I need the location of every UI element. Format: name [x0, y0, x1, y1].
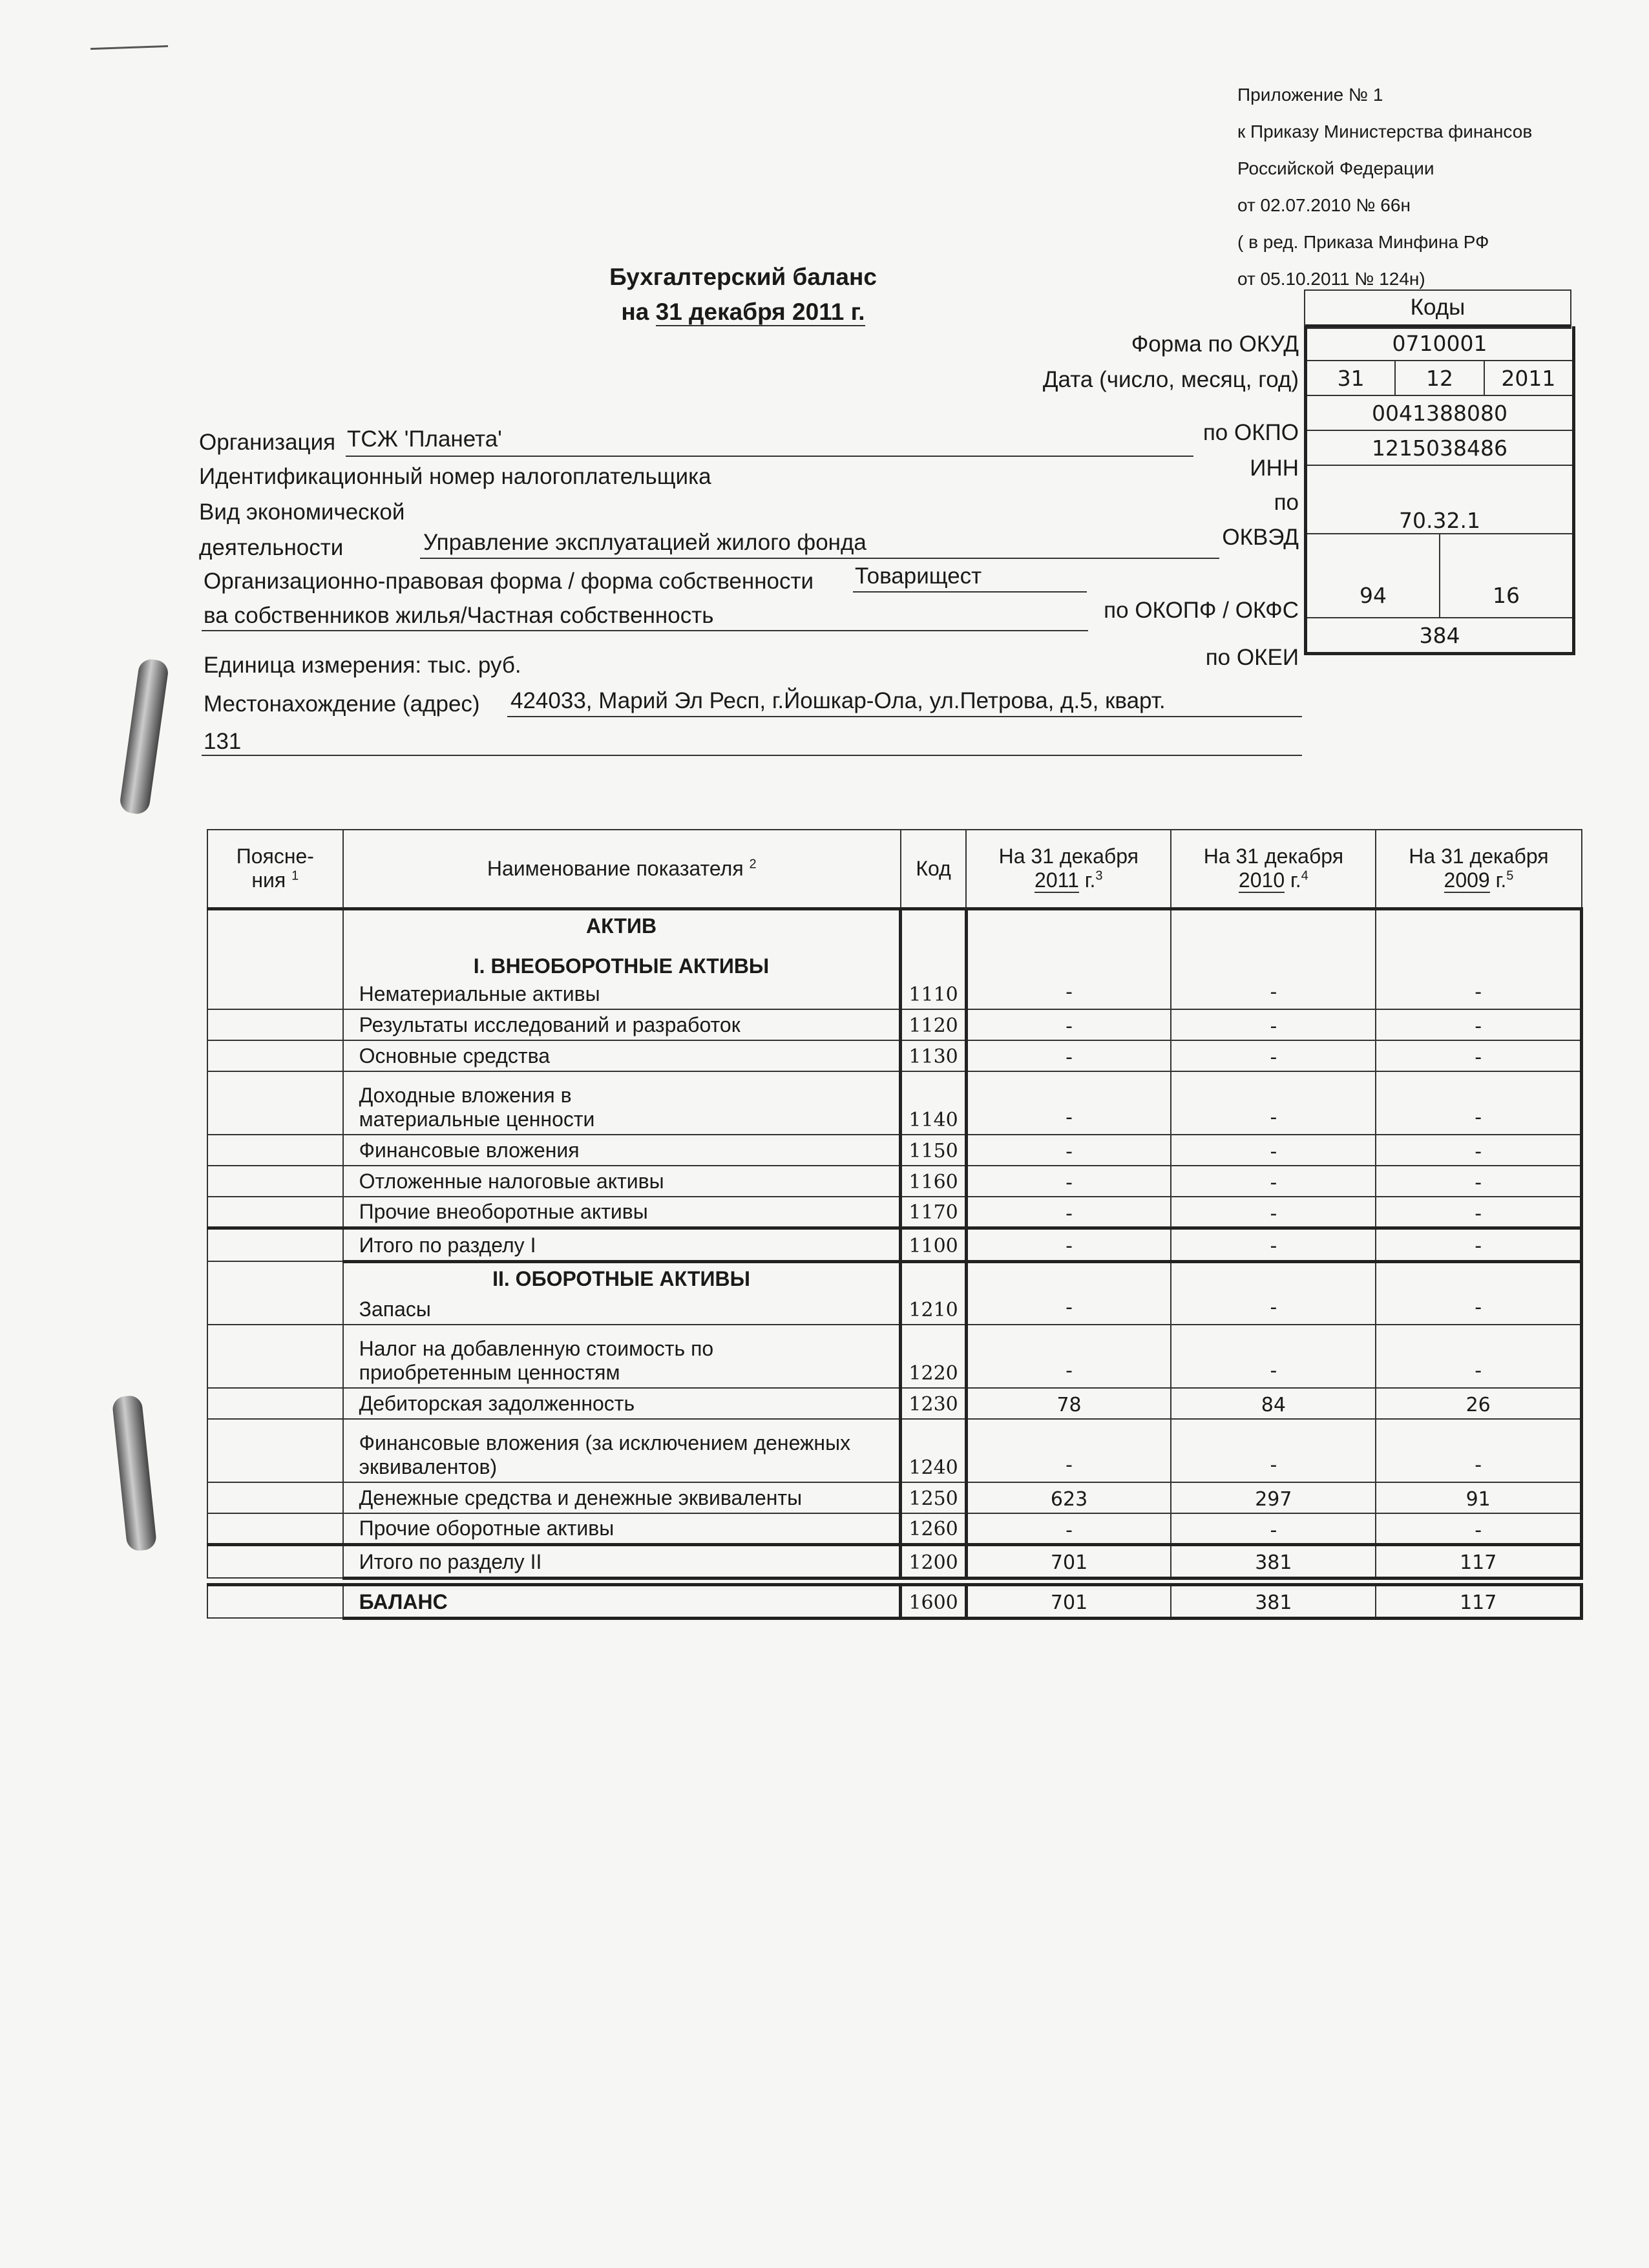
- row-value-2011: -: [966, 908, 1171, 1009]
- table-row: [207, 1325, 1582, 1388]
- row-name: Доходные вложения в материальные ценности: [343, 1071, 901, 1135]
- header-notes-text: Поясне- ния: [236, 845, 314, 892]
- row-value-2009: 26: [1376, 1388, 1581, 1419]
- okpo-value: 0041388080: [1372, 400, 1507, 426]
- row-code: 1230: [901, 1388, 966, 1419]
- codes-box: [1304, 289, 1571, 329]
- table-row: [207, 1482, 1582, 1513]
- row-code: 1120: [901, 1009, 966, 1040]
- row-name: Прочие внеоборотные активы: [343, 1197, 901, 1228]
- okopf-value: 94: [1360, 582, 1387, 608]
- total-1-label: Итого по разделу I: [359, 1233, 536, 1257]
- header-col3-sup: 5: [1506, 868, 1514, 883]
- date-day: 31: [1337, 365, 1365, 391]
- row-value-2011: -: [966, 1040, 1171, 1071]
- notes-cell: [207, 1228, 343, 1261]
- notes-cell: [207, 1197, 343, 1228]
- row-value-2009: 91: [1376, 1482, 1581, 1513]
- okopf-cell: [1307, 534, 1572, 618]
- row-value-2010: -: [1171, 1009, 1376, 1040]
- document-title: Бухгалтерский баланс: [609, 264, 877, 290]
- okpo-label: по ОКПО: [1203, 420, 1299, 445]
- row-value-2010: -: [1171, 1040, 1376, 1071]
- header-col1-top: На 31 декабря: [998, 845, 1139, 868]
- legal-value-1: Товарищест: [855, 563, 982, 589]
- total-2-value-2010: 381: [1171, 1544, 1376, 1578]
- legal-underline-2: [202, 630, 1088, 631]
- legal-value-2: ва собственников жилья/Частная собственность: [204, 603, 714, 628]
- row-value-2011: -: [966, 1166, 1171, 1197]
- row-value-2009: -: [1376, 1419, 1581, 1482]
- row-value-2011: -: [966, 1135, 1171, 1166]
- inn-value: 1215038486: [1372, 435, 1507, 461]
- okved-label-1: по: [1274, 490, 1299, 515]
- row-code: 1220: [901, 1325, 966, 1388]
- section-2-heading: II. ОБОРОТНЫЕ АКТИВЫ: [343, 1261, 901, 1294]
- total-2-value-2009: 117: [1376, 1544, 1581, 1578]
- codes-body: [1304, 326, 1575, 655]
- balance-value-2011: 701: [966, 1584, 1171, 1618]
- row-name: Прочие оборотные активы: [343, 1513, 901, 1544]
- okfs-value: 16: [1439, 534, 1572, 617]
- spacer-cell: [207, 1578, 1582, 1584]
- row-code: 1110: [901, 908, 966, 1009]
- notes-cell: [207, 1544, 343, 1578]
- document-date: [0, 299, 1486, 326]
- row-value-2010: -: [1171, 1135, 1376, 1166]
- row-value-2010: 297: [1171, 1482, 1376, 1513]
- appendix-line: Российской Федерации: [1237, 158, 1434, 178]
- title-date: 31 декабря 2011 г.: [655, 299, 865, 325]
- header-col2-top: На 31 декабря: [1203, 845, 1344, 868]
- row-name: Денежные средства и денежные эквиваленты: [343, 1482, 901, 1513]
- row-name: Основные средства: [343, 1040, 901, 1071]
- inn-text: Идентификационный номер налогоплательщика: [199, 464, 711, 489]
- codes-header: Коды: [1305, 291, 1570, 328]
- notes-cell: [207, 1482, 343, 1513]
- header-name: [343, 830, 901, 908]
- notes-cell: [207, 1009, 343, 1040]
- binder-ring-bottom: [112, 1394, 158, 1551]
- row-value-2011: -: [966, 1261, 1171, 1325]
- row-value-2009: -: [1376, 1513, 1581, 1544]
- inn-label: ИНН: [1250, 456, 1299, 481]
- table-row: [207, 1513, 1582, 1544]
- balance-row: [207, 1584, 1582, 1618]
- total-1-value-2009: -: [1376, 1228, 1581, 1261]
- row-name: Дебиторская задолженность: [343, 1388, 901, 1419]
- activity-value: Управление эксплуатацией жилого фонда: [423, 530, 867, 555]
- row-name: Результаты исследований и разработок: [343, 1009, 901, 1040]
- row-value-2009: -: [1376, 1135, 1581, 1166]
- notes-cell: [207, 1071, 343, 1135]
- table-row: [207, 1009, 1582, 1040]
- row-value-2010: -: [1171, 1071, 1376, 1135]
- scan-mark: [90, 45, 168, 50]
- total-1-value-2010: -: [1171, 1228, 1376, 1261]
- notes-cell: [207, 1584, 343, 1618]
- date-cell: [1307, 361, 1572, 396]
- okud-cell: [1307, 326, 1572, 361]
- okei-value: 384: [1419, 622, 1460, 648]
- table-row: [207, 1040, 1582, 1071]
- row-value-2010: -: [1171, 908, 1376, 1009]
- aktiv-row: [207, 908, 1582, 941]
- header-col1-year: 2011: [1035, 868, 1079, 892]
- table-row: [207, 1071, 1582, 1135]
- aktiv-heading: АКТИВ: [343, 908, 901, 941]
- notes-cell: [207, 1261, 343, 1325]
- appendix-line: от 02.07.2010 № 66н: [1237, 195, 1411, 215]
- appendix-line: от 05.10.2011 № 124н): [1237, 269, 1425, 289]
- row-name: Налог на добавленную стоимость по приобретенным ценностям: [343, 1325, 901, 1388]
- row-code: 1210: [901, 1261, 966, 1325]
- appendix-line: ( в ред. Приказа Минфина РФ: [1237, 232, 1489, 252]
- section-1-heading: I. ВНЕОБОРОТНЫЕ АКТИВЫ: [343, 941, 901, 978]
- header-col1-sup: 3: [1095, 868, 1103, 883]
- title-prefix: на: [621, 299, 649, 325]
- table-row: [207, 1388, 1582, 1419]
- row-value-2011: -: [966, 1071, 1171, 1135]
- row-value-2011: -: [966, 1419, 1171, 1482]
- balance-code: 1600: [901, 1584, 966, 1618]
- okei-label: по ОКЕИ: [1205, 645, 1299, 670]
- total-2-value-2011: 701: [966, 1544, 1171, 1578]
- table-header-row: [207, 830, 1582, 908]
- okud-value: 0710001: [1392, 330, 1487, 356]
- header-col3-top: На 31 декабря: [1409, 845, 1549, 868]
- header-col2-suffix: г.: [1285, 868, 1301, 892]
- row-value-2010: -: [1171, 1261, 1376, 1325]
- row-name: Запасы: [343, 1294, 901, 1325]
- header-col2-bottom: [1178, 868, 1369, 892]
- table-row: [207, 1166, 1582, 1197]
- appendix-line: Приложение № 1: [1237, 85, 1383, 105]
- table-row: [207, 1419, 1582, 1482]
- row-code: 1130: [901, 1040, 966, 1071]
- row-code: 1150: [901, 1135, 966, 1166]
- spacer-row: [207, 1578, 1582, 1584]
- row-value-2009: -: [1376, 1325, 1581, 1388]
- org-underline: [346, 456, 1193, 457]
- notes-cell: [207, 1388, 343, 1419]
- notes-cell: [207, 1419, 343, 1482]
- row-value-2009: -: [1376, 1197, 1581, 1228]
- row-value-2010: -: [1171, 1166, 1376, 1197]
- balance-name: БАЛАНС: [343, 1584, 901, 1618]
- header-col3: [1376, 830, 1581, 908]
- balance-value-2010: 381: [1171, 1584, 1376, 1618]
- header-name-text: Наименование показателя: [487, 856, 744, 880]
- row-code: 1240: [901, 1419, 966, 1482]
- address-line-2: 131: [204, 729, 242, 754]
- address-underline-1: [507, 716, 1302, 717]
- row-value-2009: -: [1376, 1071, 1581, 1135]
- appendix-line: к Приказу Министерства финансов: [1237, 121, 1533, 142]
- row-code: 1170: [901, 1197, 966, 1228]
- header-col2-sup: 4: [1301, 868, 1308, 883]
- row-value-2009: -: [1376, 1261, 1581, 1325]
- activity-label-2: деятельности: [199, 535, 344, 560]
- okved-value: 70.32.1: [1399, 508, 1480, 533]
- inn-cell: [1307, 431, 1572, 466]
- row-code: 1250: [901, 1482, 966, 1513]
- row-code: 1160: [901, 1166, 966, 1197]
- header-code: Код: [901, 830, 966, 908]
- notes-cell: [207, 908, 343, 1009]
- header-col3-suffix: г.: [1489, 868, 1507, 892]
- row-code: 1260: [901, 1513, 966, 1544]
- date-month: 12: [1394, 361, 1483, 395]
- date-label: Дата (число, месяц, год): [1042, 367, 1299, 392]
- binder-ring-top: [119, 658, 170, 815]
- header-col1-bottom: [973, 868, 1164, 892]
- org-name: ТСЖ 'Планета': [347, 426, 502, 452]
- row-value-2011: -: [966, 1009, 1171, 1040]
- legal-underline-1: [853, 591, 1087, 593]
- okopf-label: по ОКОПФ / ОКФС: [1104, 598, 1299, 623]
- header-notes: [207, 830, 343, 908]
- row-name: Нематериальные активы: [343, 978, 901, 1009]
- total-2-row: [207, 1544, 1582, 1578]
- row-value-2009: -: [1376, 1009, 1581, 1040]
- row-value-2010: -: [1171, 1325, 1376, 1388]
- row-value-2010: 84: [1171, 1388, 1376, 1419]
- notes-cell: [207, 1513, 343, 1544]
- row-value-2011: 623: [966, 1482, 1171, 1513]
- table-row: [207, 1135, 1582, 1166]
- row-name: Отложенные налоговые активы: [343, 1166, 901, 1197]
- row-value-2010: -: [1171, 1419, 1376, 1482]
- row-value-2009: -: [1376, 1040, 1581, 1071]
- balance-value-2009: 117: [1376, 1584, 1581, 1618]
- row-value-2010: -: [1171, 1513, 1376, 1544]
- row-code: 1140: [901, 1071, 966, 1135]
- total-2-name: [343, 1544, 901, 1578]
- header-notes-sup: 1: [291, 868, 299, 883]
- row-value-2011: -: [966, 1513, 1171, 1544]
- row-value-2009: -: [1376, 908, 1581, 1009]
- total-1-row: [207, 1228, 1582, 1261]
- okud-label: Форма по ОКУД: [1131, 331, 1299, 357]
- total-2-code: 1200: [901, 1544, 966, 1578]
- table-row: [207, 1197, 1582, 1228]
- header-col2: [1171, 830, 1376, 908]
- address-label: Местонахождение (адрес): [204, 691, 480, 717]
- notes-cell: [207, 1325, 343, 1388]
- row-value-2011: -: [966, 1325, 1171, 1388]
- unit-label: Единица измерения: тыс. руб.: [204, 653, 521, 678]
- header-name-sup: 2: [749, 857, 757, 872]
- notes-cell: [207, 1135, 343, 1166]
- total-1-name: [343, 1228, 901, 1261]
- legal-label: Организационно-правовая форма / форма собственности: [204, 569, 814, 594]
- header-col3-bottom: [1383, 868, 1574, 892]
- activity-underline: [420, 558, 1219, 559]
- header-col2-year: 2010: [1238, 868, 1285, 892]
- row-name: Финансовые вложения (за исключением денежных эквивалентов): [343, 1419, 901, 1482]
- header-col3-year: 2009: [1444, 868, 1490, 892]
- okved-label-2: ОКВЭД: [1222, 525, 1299, 550]
- header-col1-suffix: г.: [1078, 868, 1096, 892]
- row-value-2009: -: [1376, 1166, 1581, 1197]
- row-value-2010: -: [1171, 1197, 1376, 1228]
- header-col1: [966, 830, 1171, 908]
- okpo-cell: [1307, 396, 1572, 431]
- total-1-code: 1100: [901, 1228, 966, 1261]
- balance-table: [207, 829, 1583, 1620]
- org-label: Организация: [199, 430, 336, 455]
- activity-label-1: Вид экономической: [199, 499, 405, 525]
- row-name: Финансовые вложения: [343, 1135, 901, 1166]
- notes-cell: [207, 1040, 343, 1071]
- notes-cell: [207, 1166, 343, 1197]
- date-year: 2011: [1484, 361, 1572, 395]
- row-value-2011: 78: [966, 1388, 1171, 1419]
- total-1-value-2011: -: [966, 1228, 1171, 1261]
- address-underline-2: [202, 755, 1302, 756]
- total-2-label: Итого по разделу II: [359, 1549, 542, 1573]
- row-value-2011: -: [966, 1197, 1171, 1228]
- address-line-1: 424033, Марий Эл Респ, г.Йошкар-Ола, ул.Петрова, д.5, кварт.: [510, 688, 1166, 713]
- okei-cell: [1307, 618, 1572, 652]
- okved-cell: [1307, 466, 1572, 534]
- section-2-row: [207, 1261, 1582, 1294]
